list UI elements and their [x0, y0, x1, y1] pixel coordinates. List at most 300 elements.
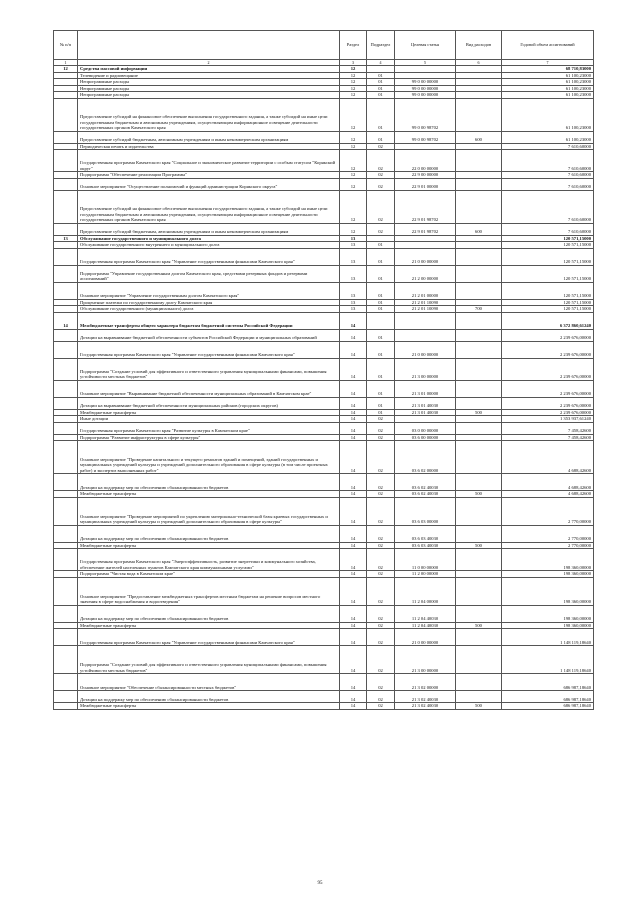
row-amount: 68 710,83000: [502, 66, 594, 73]
row-podrazdel: 02: [367, 571, 395, 578]
table-row: [54, 549, 594, 571]
row-razdel: 14: [340, 312, 367, 329]
row-razdel: 14: [340, 525, 367, 542]
column-number: 6: [456, 60, 502, 66]
row-expense-type: [456, 646, 502, 674]
row-name: Предоставление субсидий на финансовое обеспечение выполнения государственного задания, а также субсидий на иные цели государственным бюджетным и автономным учреждениям, осуществляющим информационное освещение деятельности государственных органов Камчатского края: [78, 98, 340, 131]
row-podrazdel: 02: [367, 441, 395, 474]
row-expense-type: [456, 178, 502, 190]
row-razdel: 12: [340, 172, 367, 179]
row-name: Подпрограмма "Чистая вода в Камчатском крае": [78, 571, 340, 578]
row-razdel: 14: [340, 605, 367, 622]
table-row: [54, 397, 594, 409]
row-amount: 120 571,15000: [502, 282, 594, 299]
row-amount: 61 100,23000: [502, 85, 594, 92]
row-name: Основное мероприятие "Выравнивание бюджетной обеспеченности муниципальных образований в Камчатском крае": [78, 380, 340, 397]
row-razdel: 14: [340, 358, 367, 380]
row-amount: 61 100,23000: [502, 98, 594, 131]
row-amount: 120 571,15000: [502, 299, 594, 306]
row-amount: 4 688,42600: [502, 491, 594, 498]
row-razdel: 14: [340, 474, 367, 491]
row-expense-type: [456, 265, 502, 282]
row-number: [54, 674, 78, 691]
row-razdel: 14: [340, 380, 367, 397]
row-target-article: 03 6 02 40030: [395, 474, 456, 491]
row-name: Основное мероприятие "Осуществление полномочий и функций администрации Корякского округа": [78, 178, 340, 190]
row-expense-type: [456, 98, 502, 131]
row-number: [54, 497, 78, 525]
row-expense-type: [456, 691, 502, 703]
row-amount: 2 239 676,00000: [502, 409, 594, 416]
row-name: Средства массовой информации: [78, 66, 340, 73]
row-target-article: 21 3 00 00000: [395, 646, 456, 674]
row-number: [54, 577, 78, 605]
row-target-article: 21 3 00 00000: [395, 358, 456, 380]
row-razdel: 14: [340, 441, 367, 474]
row-target-article: [395, 329, 456, 341]
table-row: [54, 150, 594, 172]
row-target-article: 03 6 02 40030: [395, 491, 456, 498]
row-target-article: 11 2 00 00000: [395, 571, 456, 578]
row-podrazdel: 02: [367, 691, 395, 703]
row-number: [54, 150, 78, 172]
row-number: [54, 190, 78, 223]
row-target-article: 99 0 00 98702: [395, 98, 456, 131]
row-target-article: 21 2 01 10090: [395, 306, 456, 313]
row-expense-type: [456, 497, 502, 525]
row-podrazdel: 02: [367, 178, 395, 190]
row-amount: 198 360,00000: [502, 577, 594, 605]
row-amount: 120 571,15000: [502, 248, 594, 265]
row-target-article: 21 3 02 40030: [395, 691, 456, 703]
row-podrazdel: 02: [367, 223, 395, 235]
row-razdel: 14: [340, 416, 367, 423]
row-amount: 686 987,18640: [502, 674, 594, 691]
table-row: [54, 497, 594, 525]
row-number: [54, 691, 78, 703]
row-razdel: 12: [340, 190, 367, 223]
header-podrazdel: Подраздел: [367, 31, 395, 60]
row-podrazdel: 02: [367, 416, 395, 423]
row-target-article: 22 9 01 98702: [395, 190, 456, 223]
row-target-article: 99 0 00 00000: [395, 79, 456, 86]
row-podrazdel: 01: [367, 299, 395, 306]
row-podrazdel: 02: [367, 674, 395, 691]
row-amount: 61 100,23000: [502, 92, 594, 99]
row-name: Иные дотации: [78, 416, 340, 423]
row-podrazdel: 02: [367, 703, 395, 710]
row-target-article: 99 0 00 98702: [395, 131, 456, 143]
row-razdel: 14: [340, 674, 367, 691]
header-num: № п/п: [54, 31, 78, 60]
table-row: [54, 629, 594, 646]
row-razdel: 14: [340, 497, 367, 525]
row-number: [54, 265, 78, 282]
row-podrazdel: 01: [367, 242, 395, 249]
row-podrazdel: 02: [367, 646, 395, 674]
table-row: [54, 703, 594, 710]
row-razdel: 14: [340, 577, 367, 605]
row-name: Периодическая печать и издательства: [78, 143, 340, 150]
row-podrazdel: 01: [367, 98, 395, 131]
row-name: Подпрограмма "Обеспечение реализации Программы": [78, 172, 340, 179]
row-expense-type: 700: [456, 306, 502, 313]
row-name: Межбюджетные трансферты: [78, 622, 340, 629]
table-row: [54, 223, 594, 235]
row-razdel: 12: [340, 131, 367, 143]
table-row: [54, 691, 594, 703]
row-razdel: 14: [340, 542, 367, 549]
row-amount: 198 360,00000: [502, 622, 594, 629]
row-expense-type: [456, 190, 502, 223]
table-row: [54, 341, 594, 358]
row-number: [54, 629, 78, 646]
row-expense-type: 500: [456, 542, 502, 549]
table-row: [54, 646, 594, 674]
row-razdel: 12: [340, 178, 367, 190]
row-name: Телевидение и радиовещание: [78, 72, 340, 79]
row-target-article: 21 3 02 00000: [395, 674, 456, 691]
row-amount: 61 100,23000: [502, 72, 594, 79]
row-amount: 4 688,42600: [502, 441, 594, 474]
header-razdel: Раздел: [340, 31, 367, 60]
row-target-article: 99 0 00 00000: [395, 92, 456, 99]
row-razdel: 12: [340, 92, 367, 99]
row-razdel: 14: [340, 622, 367, 629]
row-number: [54, 422, 78, 434]
row-razdel: 12: [340, 79, 367, 86]
row-amount: 1 148 119,18640: [502, 629, 594, 646]
page-number: 95: [317, 881, 323, 886]
row-target-article: 21 0 00 00000: [395, 629, 456, 646]
row-amount: 2 239 676,00000: [502, 380, 594, 397]
row-expense-type: 500: [456, 622, 502, 629]
row-amount: 2 239 676,00000: [502, 329, 594, 341]
column-number: 3: [340, 60, 367, 66]
row-name: Непрограммные расходы: [78, 79, 340, 86]
row-podrazdel: 01: [367, 380, 395, 397]
row-razdel: 14: [340, 329, 367, 341]
row-razdel: 14: [340, 691, 367, 703]
row-name: Государственная программа Камчатского края "Управление государственными финансами Камчатского края": [78, 629, 340, 646]
row-amount: 198 360,00000: [502, 605, 594, 622]
row-podrazdel: 02: [367, 497, 395, 525]
row-number: [54, 549, 78, 571]
row-name: Государственная программа Камчатского края "Социальное и экономическое развитие территории с особым статусом "Корякский округ": [78, 150, 340, 172]
row-expense-type: 600: [456, 223, 502, 235]
row-amount: 1 148 119,18640: [502, 646, 594, 674]
row-razdel: 12: [340, 66, 367, 73]
row-expense-type: [456, 329, 502, 341]
row-name: Межбюджетные трансферты: [78, 703, 340, 710]
table-row: [54, 358, 594, 380]
row-podrazdel: 02: [367, 491, 395, 498]
row-name: Непрограммные расходы: [78, 85, 340, 92]
row-number: [54, 98, 78, 131]
row-expense-type: [456, 549, 502, 571]
row-target-article: 03 6 03 00000: [395, 497, 456, 525]
row-amount: 7 610,60000: [502, 172, 594, 179]
row-number: [54, 329, 78, 341]
row-name: Подпрограмма "Развитие инфраструктуры в сфере культуры": [78, 434, 340, 441]
table-row: [54, 441, 594, 474]
row-amount: 120 571,15000: [502, 265, 594, 282]
row-target-article: 22 9 00 00000: [395, 172, 456, 179]
row-expense-type: 500: [456, 703, 502, 710]
row-number: 13: [54, 235, 78, 242]
row-podrazdel: 02: [367, 190, 395, 223]
row-amount: 120 571,15000: [502, 235, 594, 242]
row-podrazdel: 01: [367, 265, 395, 282]
row-target-article: 11 2 04 40030: [395, 605, 456, 622]
row-name: Основное мероприятие "Управление государственным долгом Камчатского края": [78, 282, 340, 299]
row-podrazdel: 01: [367, 409, 395, 416]
row-target-article: 11 2 04 00000: [395, 577, 456, 605]
row-name: Дотации на поддержку мер по обеспечению сбалансированности бюджетов: [78, 691, 340, 703]
column-number: 1: [54, 60, 78, 66]
row-amount: 686 987,18640: [502, 703, 594, 710]
row-podrazdel: 02: [367, 434, 395, 441]
row-number: [54, 397, 78, 409]
row-podrazdel: 02: [367, 150, 395, 172]
row-expense-type: 500: [456, 409, 502, 416]
row-razdel: 13: [340, 299, 367, 306]
row-number: [54, 223, 78, 235]
row-podrazdel: 02: [367, 172, 395, 179]
row-razdel: 12: [340, 143, 367, 150]
row-expense-type: 600: [456, 131, 502, 143]
row-number: 12: [54, 66, 78, 73]
row-number: [54, 605, 78, 622]
row-target-article: 21 3 01 00000: [395, 380, 456, 397]
row-target-article: 22 0 00 00000: [395, 150, 456, 172]
row-podrazdel: 01: [367, 358, 395, 380]
row-target-article: 21 3 01 40030: [395, 397, 456, 409]
table-row: [54, 282, 594, 299]
row-number: [54, 441, 78, 474]
row-amount: 61 100,23000: [502, 131, 594, 143]
row-name: Предоставление субсидий бюджетным, автономным учреждениям и иным некоммерческим организациям: [78, 131, 340, 143]
row-target-article: 21 2 01 10090: [395, 299, 456, 306]
row-amount: 2 239 676,00000: [502, 397, 594, 409]
row-amount: 2 239 676,00000: [502, 358, 594, 380]
row-amount: 7 458,42600: [502, 422, 594, 434]
row-target-article: 03 0 00 00000: [395, 422, 456, 434]
row-expense-type: [456, 525, 502, 542]
column-number: 4: [367, 60, 395, 66]
row-razdel: 14: [340, 422, 367, 434]
row-name: Предоставление субсидий бюджетным, автономным учреждениям и иным некоммерческим организациям: [78, 223, 340, 235]
row-amount: 120 571,15000: [502, 242, 594, 249]
row-razdel: 12: [340, 85, 367, 92]
row-podrazdel: 02: [367, 525, 395, 542]
row-name: Основное мероприятие "Проведение капитального и текущего ремонтов зданий и помещений, зданий государственных и муниципальных учреждений культуры и учреждений дополнительного образования в сфере культуры (в том числе проектных работ) и экспертиз выполненных работ": [78, 441, 340, 474]
row-amount: 2 239 676,00000: [502, 341, 594, 358]
row-target-article: 03 6 03 40030: [395, 525, 456, 542]
row-name: Подпрограмма "Создание условий для эффективного и ответственного управления муниципальными финансами, повышения устойчивости местных бюджетов": [78, 358, 340, 380]
row-target-article: 11 0 00 00000: [395, 549, 456, 571]
row-razdel: 12: [340, 72, 367, 79]
row-podrazdel: 01: [367, 79, 395, 86]
column-number: 7: [502, 60, 594, 66]
row-expense-type: [456, 150, 502, 172]
row-razdel: 14: [340, 434, 367, 441]
table-row: [54, 131, 594, 143]
row-razdel: 14: [340, 549, 367, 571]
header-target-article: Целевая статья: [395, 31, 456, 60]
row-target-article: 03 6 03 40030: [395, 542, 456, 549]
row-amount: 2 770,00000: [502, 525, 594, 542]
row-amount: 198 360,00000: [502, 571, 594, 578]
row-target-article: 03 6 00 00000: [395, 434, 456, 441]
row-name: Процентные платежи по государственному долгу Камчатского края: [78, 299, 340, 306]
row-razdel: 13: [340, 242, 367, 249]
row-razdel: 13: [340, 235, 367, 242]
table-row: [54, 178, 594, 190]
table-body: [54, 66, 594, 710]
row-expense-type: [456, 282, 502, 299]
row-number: [54, 646, 78, 674]
row-number: [54, 358, 78, 380]
row-razdel: 14: [340, 629, 367, 646]
row-number: [54, 131, 78, 143]
row-razdel: 12: [340, 98, 367, 131]
row-name: Межбюджетные трансферты: [78, 491, 340, 498]
row-razdel: 12: [340, 150, 367, 172]
row-number: [54, 474, 78, 491]
row-name: Государственная программа Камчатского края "Управление государственными финансами Камчатского края": [78, 341, 340, 358]
header-name: [78, 31, 340, 60]
row-number: 14: [54, 312, 78, 329]
row-name: Дотации на поддержку мер по обеспечению сбалансированности бюджетов: [78, 525, 340, 542]
row-podrazdel: 02: [367, 422, 395, 434]
row-name: Дотации на поддержку мер по обеспечению сбалансированности бюджетов: [78, 605, 340, 622]
row-number: [54, 703, 78, 710]
row-podrazdel: 01: [367, 397, 395, 409]
row-podrazdel: 01: [367, 306, 395, 313]
row-target-article: 21 3 02 40030: [395, 703, 456, 710]
table-row: [54, 248, 594, 265]
row-podrazdel: 02: [367, 577, 395, 605]
row-razdel: 13: [340, 282, 367, 299]
row-name: Межбюджетные трансферты общего характера бюджетам бюджетной системы Российской Федерации: [78, 312, 340, 329]
row-target-article: 03 6 02 00000: [395, 441, 456, 474]
row-podrazdel: 02: [367, 542, 395, 549]
row-amount: 7 458,42600: [502, 434, 594, 441]
table-row: [54, 380, 594, 397]
row-name: Основное мероприятие "Предоставление межбюджетных трансфертов местным бюджетам на решение вопросов местного значения в сфере водоснабжения и водоотведения": [78, 577, 340, 605]
row-expense-type: [456, 341, 502, 358]
row-amount: 61 100,23000: [502, 79, 594, 86]
table-row: [54, 577, 594, 605]
row-name: Государственная программа Камчатского края "Развитие культуры в Камчатском крае": [78, 422, 340, 434]
row-number: [54, 248, 78, 265]
row-amount: 7 610,60000: [502, 223, 594, 235]
row-podrazdel: 02: [367, 629, 395, 646]
row-number: [54, 380, 78, 397]
row-amount: 7 610,60000: [502, 143, 594, 150]
row-target-article: 11 2 04 40030: [395, 622, 456, 629]
row-amount: 198 360,00000: [502, 549, 594, 571]
row-expense-type: [456, 674, 502, 691]
row-expense-type: [456, 441, 502, 474]
row-podrazdel: 02: [367, 549, 395, 571]
budget-table: [53, 30, 594, 710]
table-row: [54, 474, 594, 491]
header-expense-type: Вид расходов: [456, 31, 502, 60]
row-razdel: 14: [340, 703, 367, 710]
table-row: [54, 312, 594, 329]
row-podrazdel: 01: [367, 341, 395, 358]
row-name: Дотации на поддержку мер по обеспечению сбалансированности бюджетов: [78, 474, 340, 491]
table-row: [54, 190, 594, 223]
row-target-article: 21 0 00 00000: [395, 341, 456, 358]
table-row: [54, 422, 594, 434]
row-expense-type: [456, 312, 502, 329]
row-amount: 120 571,15000: [502, 306, 594, 313]
row-target-article: 21 3 01 40030: [395, 409, 456, 416]
row-name: Подпрограмма "Создание условий для эффективного и ответственного управления муниципальными финансами, повышения устойчивости местных бюджетов": [78, 646, 340, 674]
row-podrazdel: 01: [367, 72, 395, 79]
table-row: [54, 265, 594, 282]
row-razdel: 14: [340, 341, 367, 358]
row-podrazdel: 01: [367, 131, 395, 143]
row-name: Непрограммные расходы: [78, 92, 340, 99]
row-number: [54, 282, 78, 299]
row-amount: 4 688,42600: [502, 474, 594, 491]
row-razdel: 12: [340, 223, 367, 235]
row-name: Межбюджетные трансферты: [78, 409, 340, 416]
row-podrazdel: 01: [367, 282, 395, 299]
row-razdel: 14: [340, 409, 367, 416]
row-expense-type: [456, 358, 502, 380]
row-name: Дотации на выравнивание бюджетной обеспеченности муниципальных районов (городских округов): [78, 397, 340, 409]
row-amount: 1 353 937,61240: [502, 416, 594, 423]
row-name: Государственная программа Камчатского края "Управление государственными финансами Камчатского края": [78, 248, 340, 265]
column-number: 2: [78, 60, 340, 66]
row-expense-type: [456, 474, 502, 491]
row-expense-type: 500: [456, 491, 502, 498]
column-number: 5: [395, 60, 456, 66]
row-podrazdel: 02: [367, 605, 395, 622]
row-target-article: 21 2 00 00000: [395, 265, 456, 282]
row-name: Основное мероприятие "Проведение мероприятий по укреплению материально-технической базы краевых государственных и муниципальных учреждений культуры и учреждений дополнительного образования в сфере культуры": [78, 497, 340, 525]
row-razdel: 14: [340, 397, 367, 409]
row-razdel: 14: [340, 571, 367, 578]
row-expense-type: [456, 380, 502, 397]
row-target-article: 22 9 01 00000: [395, 178, 456, 190]
row-name: Государственная программа Камчатского края "Энергоэффективность, развитие энергетики и коммунального хозяйства, обеспечение жителей населенных пунктов Камчатского края коммунальными услугами": [78, 549, 340, 571]
row-podrazdel: [367, 312, 395, 329]
row-razdel: 14: [340, 646, 367, 674]
row-razdel: 13: [340, 306, 367, 313]
row-podrazdel: 01: [367, 248, 395, 265]
row-podrazdel: 01: [367, 92, 395, 99]
row-name: Обслуживание государственного внутреннего и муниципального долга: [78, 242, 340, 249]
table-row: [54, 98, 594, 131]
row-podrazdel: 02: [367, 622, 395, 629]
row-name: Основное мероприятие "Обеспечение сбалансированности местных бюджетов": [78, 674, 340, 691]
row-podrazdel: 01: [367, 329, 395, 341]
row-podrazdel: 02: [367, 143, 395, 150]
row-target-article: 21 2 01 00000: [395, 282, 456, 299]
table-row: [54, 605, 594, 622]
table-row: [54, 329, 594, 341]
row-razdel: 13: [340, 248, 367, 265]
table-row: [54, 674, 594, 691]
row-number: [54, 525, 78, 542]
row-name: Дотации на выравнивание бюджетной обеспеченности субъектов Российской Федерации и муниципальных образований: [78, 329, 340, 341]
